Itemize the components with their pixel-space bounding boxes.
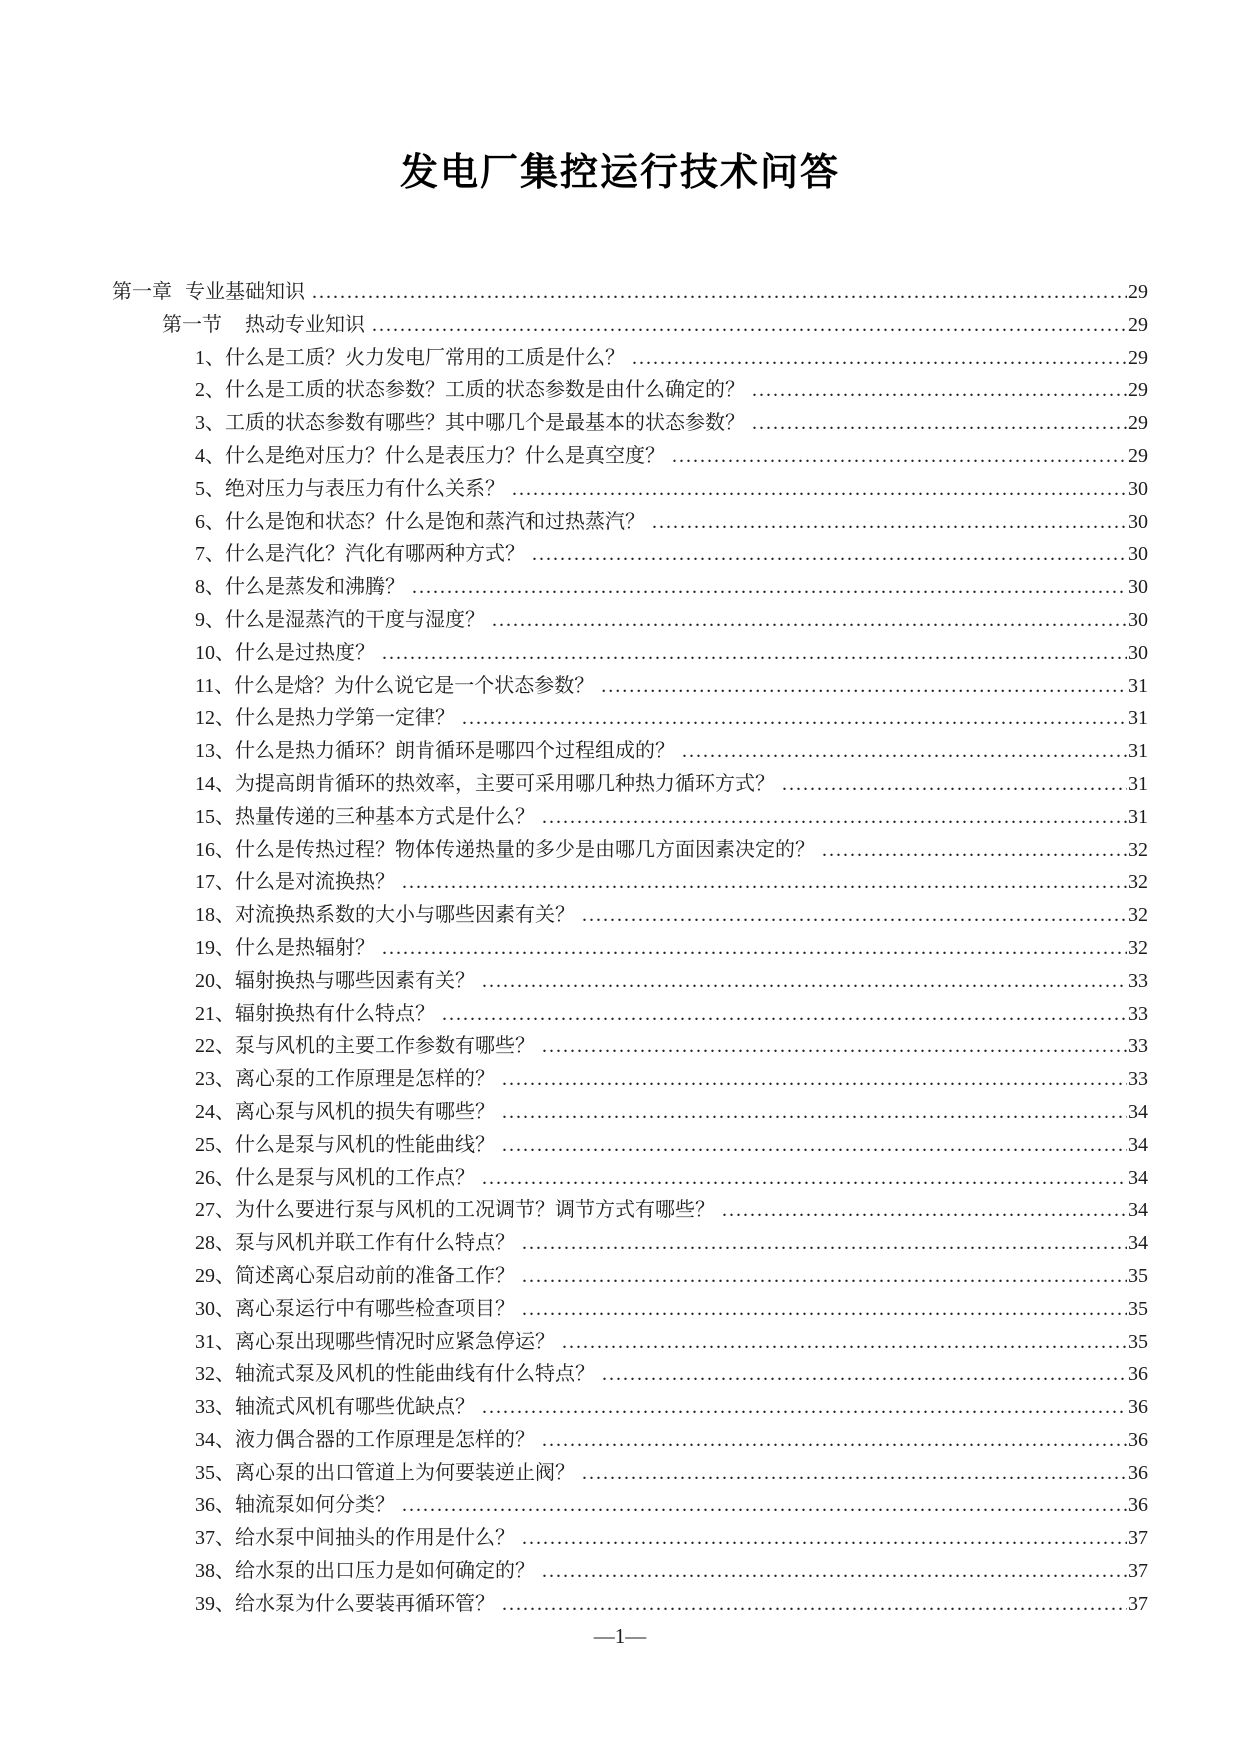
toc-entry — [112, 998, 1148, 1031]
toc-entry-page-number: 29 — [1128, 444, 1148, 467]
toc-entry-page-number: 33 — [1128, 1002, 1148, 1025]
toc-entry-label: 22、 — [195, 1035, 235, 1058]
toc-entry-title: 液力偶合器的工作原理是怎样的？ — [235, 1428, 535, 1451]
toc-entry-page-number: 36 — [1128, 1363, 1148, 1386]
toc-dot-leader — [522, 1260, 1127, 1293]
toc-entry-page-number: 31 — [1128, 707, 1148, 730]
toc-entry-page-number: 34 — [1128, 1232, 1148, 1255]
toc-entry-page-number: 32 — [1128, 871, 1148, 894]
toc-entry — [112, 604, 1148, 637]
toc-entry-title: 给水泵中间抽头的作用是什么？ — [235, 1527, 515, 1550]
toc-entry — [112, 965, 1148, 998]
toc-entry — [112, 1555, 1148, 1588]
toc-dot-leader — [502, 1588, 1127, 1621]
toc-entry-title: 工质的状态参数有哪些？其中哪几个是最基本的状态参数？ — [225, 412, 745, 435]
toc-entry-label: 23、 — [195, 1068, 235, 1091]
toc-entry-page-number: 34 — [1128, 1100, 1148, 1123]
toc-entry-label: 5、 — [195, 477, 225, 500]
toc-entry — [112, 440, 1148, 473]
toc-entry-page-number: 33 — [1128, 1035, 1148, 1058]
toc-entry-label: 25、 — [195, 1133, 235, 1156]
toc-dot-leader — [482, 1391, 1127, 1424]
toc-entry-label: 37、 — [195, 1527, 235, 1550]
toc-dot-leader — [382, 932, 1127, 965]
toc-entry — [112, 768, 1148, 801]
toc-entry-label: 13、 — [195, 740, 235, 763]
toc-entry-title: 离心泵与风机的损失有哪些？ — [235, 1100, 495, 1123]
toc-entry — [112, 1457, 1148, 1490]
toc-entry — [112, 1588, 1148, 1621]
toc-entry-label: 14、 — [195, 772, 235, 795]
toc-entry-title: 什么是泵与风机的性能曲线？ — [235, 1133, 495, 1156]
toc-entry-label: 24、 — [195, 1100, 235, 1123]
toc-entry-page-number: 36 — [1128, 1428, 1148, 1451]
toc-dot-leader — [382, 637, 1127, 670]
toc-entry-page-number: 29 — [1128, 313, 1148, 336]
toc-entry — [112, 801, 1148, 834]
toc-dot-leader — [372, 309, 1127, 342]
toc-dot-leader — [632, 342, 1127, 375]
toc-entry-page-number: 31 — [1128, 805, 1148, 828]
toc-entry-title: 给水泵的出口压力是如何确定的？ — [235, 1560, 535, 1583]
toc-entry-title: 泵与风机并联工作有什么特点？ — [235, 1232, 515, 1255]
toc-entry-label: 12、 — [195, 707, 235, 730]
toc-entry-label: 15、 — [195, 805, 235, 828]
toc-entry-page-number: 35 — [1128, 1264, 1148, 1287]
toc-entry-label: 39、 — [195, 1592, 235, 1615]
toc-entry — [112, 637, 1148, 670]
toc-entry-label: 第一节 — [162, 313, 222, 336]
toc-dot-leader — [482, 1162, 1127, 1195]
toc-dot-leader — [542, 1030, 1127, 1063]
toc-dot-leader — [312, 276, 1127, 309]
toc-entry-page-number: 30 — [1128, 576, 1148, 599]
toc-entry-page-number: 30 — [1128, 510, 1148, 533]
toc-entry — [112, 670, 1148, 703]
toc-dot-leader — [402, 866, 1127, 899]
toc-entry-title: 绝对压力与表压力有什么关系？ — [225, 477, 505, 500]
toc-entry-page-number: 35 — [1128, 1330, 1148, 1353]
toc-entry — [112, 276, 1148, 309]
toc-entry-title: 为什么要进行泵与风机的工况调节？调节方式有哪些？ — [235, 1199, 715, 1222]
toc-dot-leader — [402, 1489, 1127, 1522]
document-title: 发电厂集控运行技术问答 — [399, 152, 840, 194]
toc-entry-title: 给水泵为什么要装再循环管？ — [235, 1592, 495, 1615]
toc-entry-page-number: 35 — [1128, 1297, 1148, 1320]
toc-entry-title: 辐射换热与哪些因素有关？ — [235, 969, 475, 992]
toc-entry — [112, 702, 1148, 735]
toc-entry-title: 热动专业知识 — [245, 313, 365, 336]
toc-entry-label: 9、 — [195, 608, 225, 631]
toc-entry-page-number: 33 — [1128, 969, 1148, 992]
toc-entry-page-number: 32 — [1128, 904, 1148, 927]
toc-entry — [112, 1326, 1148, 1359]
toc-dot-leader — [532, 538, 1127, 571]
toc-entry-label: 26、 — [195, 1166, 235, 1189]
toc-entry-title: 专业基础知识 — [185, 281, 305, 303]
toc-entry-title: 什么是工质的状态参数？工质的状态参数是由什么确定的？ — [225, 379, 745, 402]
toc-dot-leader — [722, 1194, 1127, 1227]
toc-dot-leader — [562, 1326, 1127, 1359]
toc-entry — [112, 1293, 1148, 1326]
toc-entry-title: 什么是热辐射？ — [235, 936, 375, 959]
toc-entry-page-number: 36 — [1128, 1461, 1148, 1484]
toc-entry — [112, 1162, 1148, 1195]
toc-entry-title: 离心泵的工作原理是怎样的？ — [235, 1068, 495, 1091]
toc-entry-label: 21、 — [195, 1002, 235, 1025]
toc-entry-label: 18、 — [195, 904, 235, 927]
toc-entry-title: 什么是热力循环？朗肯循环是哪四个过程组成的？ — [235, 740, 675, 763]
toc-entry-page-number: 30 — [1128, 641, 1148, 664]
toc-entry — [112, 932, 1148, 965]
toc-entry-label: 33、 — [195, 1396, 235, 1419]
toc-entry-title: 什么是工质？火力发电厂常用的工质是什么？ — [225, 346, 625, 369]
toc-entry-title: 什么是过热度？ — [235, 641, 375, 664]
toc-entry — [112, 473, 1148, 506]
toc-entry-title: 什么是热力学第一定律？ — [235, 707, 455, 730]
toc-entry-label: 3、 — [195, 412, 225, 435]
toc-entry-title: 什么是湿蒸汽的干度与湿度？ — [225, 608, 485, 631]
toc-entry-title: 离心泵出现哪些情况时应紧急停运？ — [235, 1330, 555, 1353]
toc-entry-label: 29、 — [195, 1264, 235, 1287]
toc-entry — [112, 1129, 1148, 1162]
toc-entry-page-number: 29 — [1128, 379, 1148, 402]
toc-entry — [112, 1194, 1148, 1227]
toc-entry — [112, 1063, 1148, 1096]
toc-entry-label: 30、 — [195, 1297, 235, 1320]
toc-entry — [112, 866, 1148, 899]
toc-entry-page-number: 30 — [1128, 477, 1148, 500]
toc-entry-title: 离心泵运行中有哪些检查项目？ — [235, 1297, 515, 1320]
toc-entry-page-number: 36 — [1128, 1494, 1148, 1517]
toc-entry — [112, 571, 1148, 604]
toc-entry — [112, 1358, 1148, 1391]
toc-dot-leader — [822, 834, 1127, 867]
toc-entry-page-number: 37 — [1128, 1560, 1148, 1583]
toc-dot-leader — [672, 440, 1127, 473]
toc-dot-leader — [512, 473, 1127, 506]
toc-entry-page-number: 34 — [1128, 1133, 1148, 1156]
toc-dot-leader — [522, 1522, 1127, 1555]
toc-entry-title: 什么是对流换热？ — [235, 871, 395, 894]
toc-entry-page-number: 34 — [1128, 1199, 1148, 1222]
toc-entry-label: 19、 — [195, 936, 235, 959]
toc-entry-title: 什么是汽化？汽化有哪两种方式？ — [225, 543, 525, 566]
toc-entry-label: 38、 — [195, 1560, 235, 1583]
toc-entry-title: 辐射换热有什么特点？ — [235, 1002, 435, 1025]
toc-entry-label: 8、 — [195, 576, 225, 599]
toc-entry-label: 31、 — [195, 1330, 235, 1353]
toc-dot-leader — [492, 604, 1127, 637]
toc-entry — [112, 1227, 1148, 1260]
toc-entry-page-number: 29 — [1128, 281, 1148, 303]
toc-entry — [112, 1489, 1148, 1522]
toc-dot-leader — [522, 1227, 1127, 1260]
toc-entry-title: 热量传递的三种基本方式是什么？ — [235, 805, 535, 828]
toc-entry-title: 为提高朗肯循环的热效率，主要可采用哪几种热力循环方式？ — [235, 772, 775, 795]
toc-dot-leader — [502, 1129, 1127, 1162]
toc-entry-page-number: 30 — [1128, 543, 1148, 566]
toc-entry — [112, 1260, 1148, 1293]
toc-dot-leader — [502, 1063, 1127, 1096]
toc-entry-title: 轴流泵如何分类？ — [235, 1494, 395, 1517]
toc-dot-leader — [462, 702, 1127, 735]
toc-dot-leader — [601, 670, 1127, 703]
toc-entry-page-number: 31 — [1128, 674, 1148, 697]
toc-dot-leader — [502, 1096, 1127, 1129]
toc-entry-title: 离心泵的出口管道上为何要装逆止阀？ — [235, 1461, 575, 1484]
toc-entry-label: 11、 — [195, 674, 235, 697]
toc-entry-title: 什么是传热过程？物体传递热量的多少是由哪几方面因素决定的？ — [235, 838, 815, 861]
toc-dot-leader — [542, 1555, 1127, 1588]
toc-entry-label: 32、 — [195, 1363, 235, 1386]
toc-entry-page-number: 31 — [1128, 772, 1148, 795]
toc-entry-title: 什么是饱和状态？什么是饱和蒸汽和过热蒸汽？ — [225, 510, 645, 533]
toc-entry-page-number: 29 — [1128, 346, 1148, 369]
toc-entry-label: 17、 — [195, 871, 235, 894]
toc-entry-title: 什么是蒸发和沸腾？ — [225, 576, 405, 599]
toc-entry-title: 简述离心泵启动前的准备工作？ — [235, 1264, 515, 1287]
toc-entry-page-number: 32 — [1128, 838, 1148, 861]
toc-dot-leader — [602, 1358, 1127, 1391]
toc-entry-title: 什么是焓？为什么说它是一个状态参数？ — [234, 674, 595, 697]
toc-entry-title: 轴流式风机有哪些优缺点？ — [235, 1396, 475, 1419]
toc-entry — [112, 1096, 1148, 1129]
toc-entry-page-number: 32 — [1128, 936, 1148, 959]
toc-dot-leader — [482, 965, 1127, 998]
toc-entry — [112, 407, 1148, 440]
table-of-contents — [0, 276, 1240, 1621]
toc-entry — [112, 899, 1148, 932]
toc-entry-label: 36、 — [195, 1494, 235, 1517]
toc-dot-leader — [542, 801, 1127, 834]
toc-dot-leader — [522, 1293, 1127, 1326]
toc-entry — [112, 538, 1148, 571]
toc-dot-leader — [652, 506, 1127, 539]
toc-entry-page-number: 33 — [1128, 1068, 1148, 1091]
toc-entry-label: 28、 — [195, 1232, 235, 1255]
toc-entry-label: 第一章 — [112, 281, 172, 303]
toc-dot-leader — [752, 407, 1127, 440]
toc-entry — [112, 834, 1148, 867]
toc-dot-leader — [582, 1457, 1127, 1490]
toc-entry — [112, 309, 1148, 342]
toc-entry — [112, 1424, 1148, 1457]
toc-entry-page-number: 37 — [1128, 1592, 1148, 1615]
toc-entry-title: 什么是泵与风机的工作点？ — [235, 1166, 475, 1189]
toc-entry-label: 20、 — [195, 969, 235, 992]
toc-entry — [112, 1522, 1148, 1555]
toc-entry — [112, 1391, 1148, 1424]
toc-entry-label: 4、 — [195, 444, 225, 467]
toc-dot-leader — [782, 768, 1127, 801]
page-number-footer: —1— — [593, 1624, 647, 1648]
toc-dot-leader — [682, 735, 1127, 768]
toc-entry-title: 泵与风机的主要工作参数有哪些？ — [235, 1035, 535, 1058]
toc-entry-label: 7、 — [195, 543, 225, 566]
toc-dot-leader — [442, 998, 1127, 1031]
toc-entry-label: 2、 — [195, 379, 225, 402]
toc-entry-page-number: 34 — [1128, 1166, 1148, 1189]
toc-entry-title: 轴流式泵及风机的性能曲线有什么特点？ — [235, 1363, 595, 1386]
toc-entry — [112, 1030, 1148, 1063]
toc-entry-label: 16、 — [195, 838, 235, 861]
toc-entry-title: 对流换热系数的大小与哪些因素有关？ — [235, 904, 575, 927]
toc-entry-title: 什么是绝对压力？什么是表压力？什么是真空度？ — [225, 444, 665, 467]
toc-entry-label: 34、 — [195, 1428, 235, 1451]
toc-dot-leader — [412, 571, 1127, 604]
toc-entry-label: 1、 — [195, 346, 225, 369]
toc-entry-label: 6、 — [195, 510, 225, 533]
toc-entry — [112, 374, 1148, 407]
toc-dot-leader — [752, 374, 1127, 407]
toc-entry-page-number: 30 — [1128, 608, 1148, 631]
toc-entry-page-number: 29 — [1128, 412, 1148, 435]
toc-entry — [112, 735, 1148, 768]
toc-dot-leader — [582, 899, 1127, 932]
toc-entry-label: 10、 — [195, 641, 235, 664]
toc-entry-page-number: 37 — [1128, 1527, 1148, 1550]
toc-entry-label: 35、 — [195, 1461, 235, 1484]
toc-dot-leader — [542, 1424, 1127, 1457]
toc-entry — [112, 506, 1148, 539]
toc-entry-page-number: 36 — [1128, 1396, 1148, 1419]
toc-entry-label: 27、 — [195, 1199, 235, 1222]
toc-entry-page-number: 31 — [1128, 740, 1148, 763]
toc-entry — [112, 342, 1148, 375]
